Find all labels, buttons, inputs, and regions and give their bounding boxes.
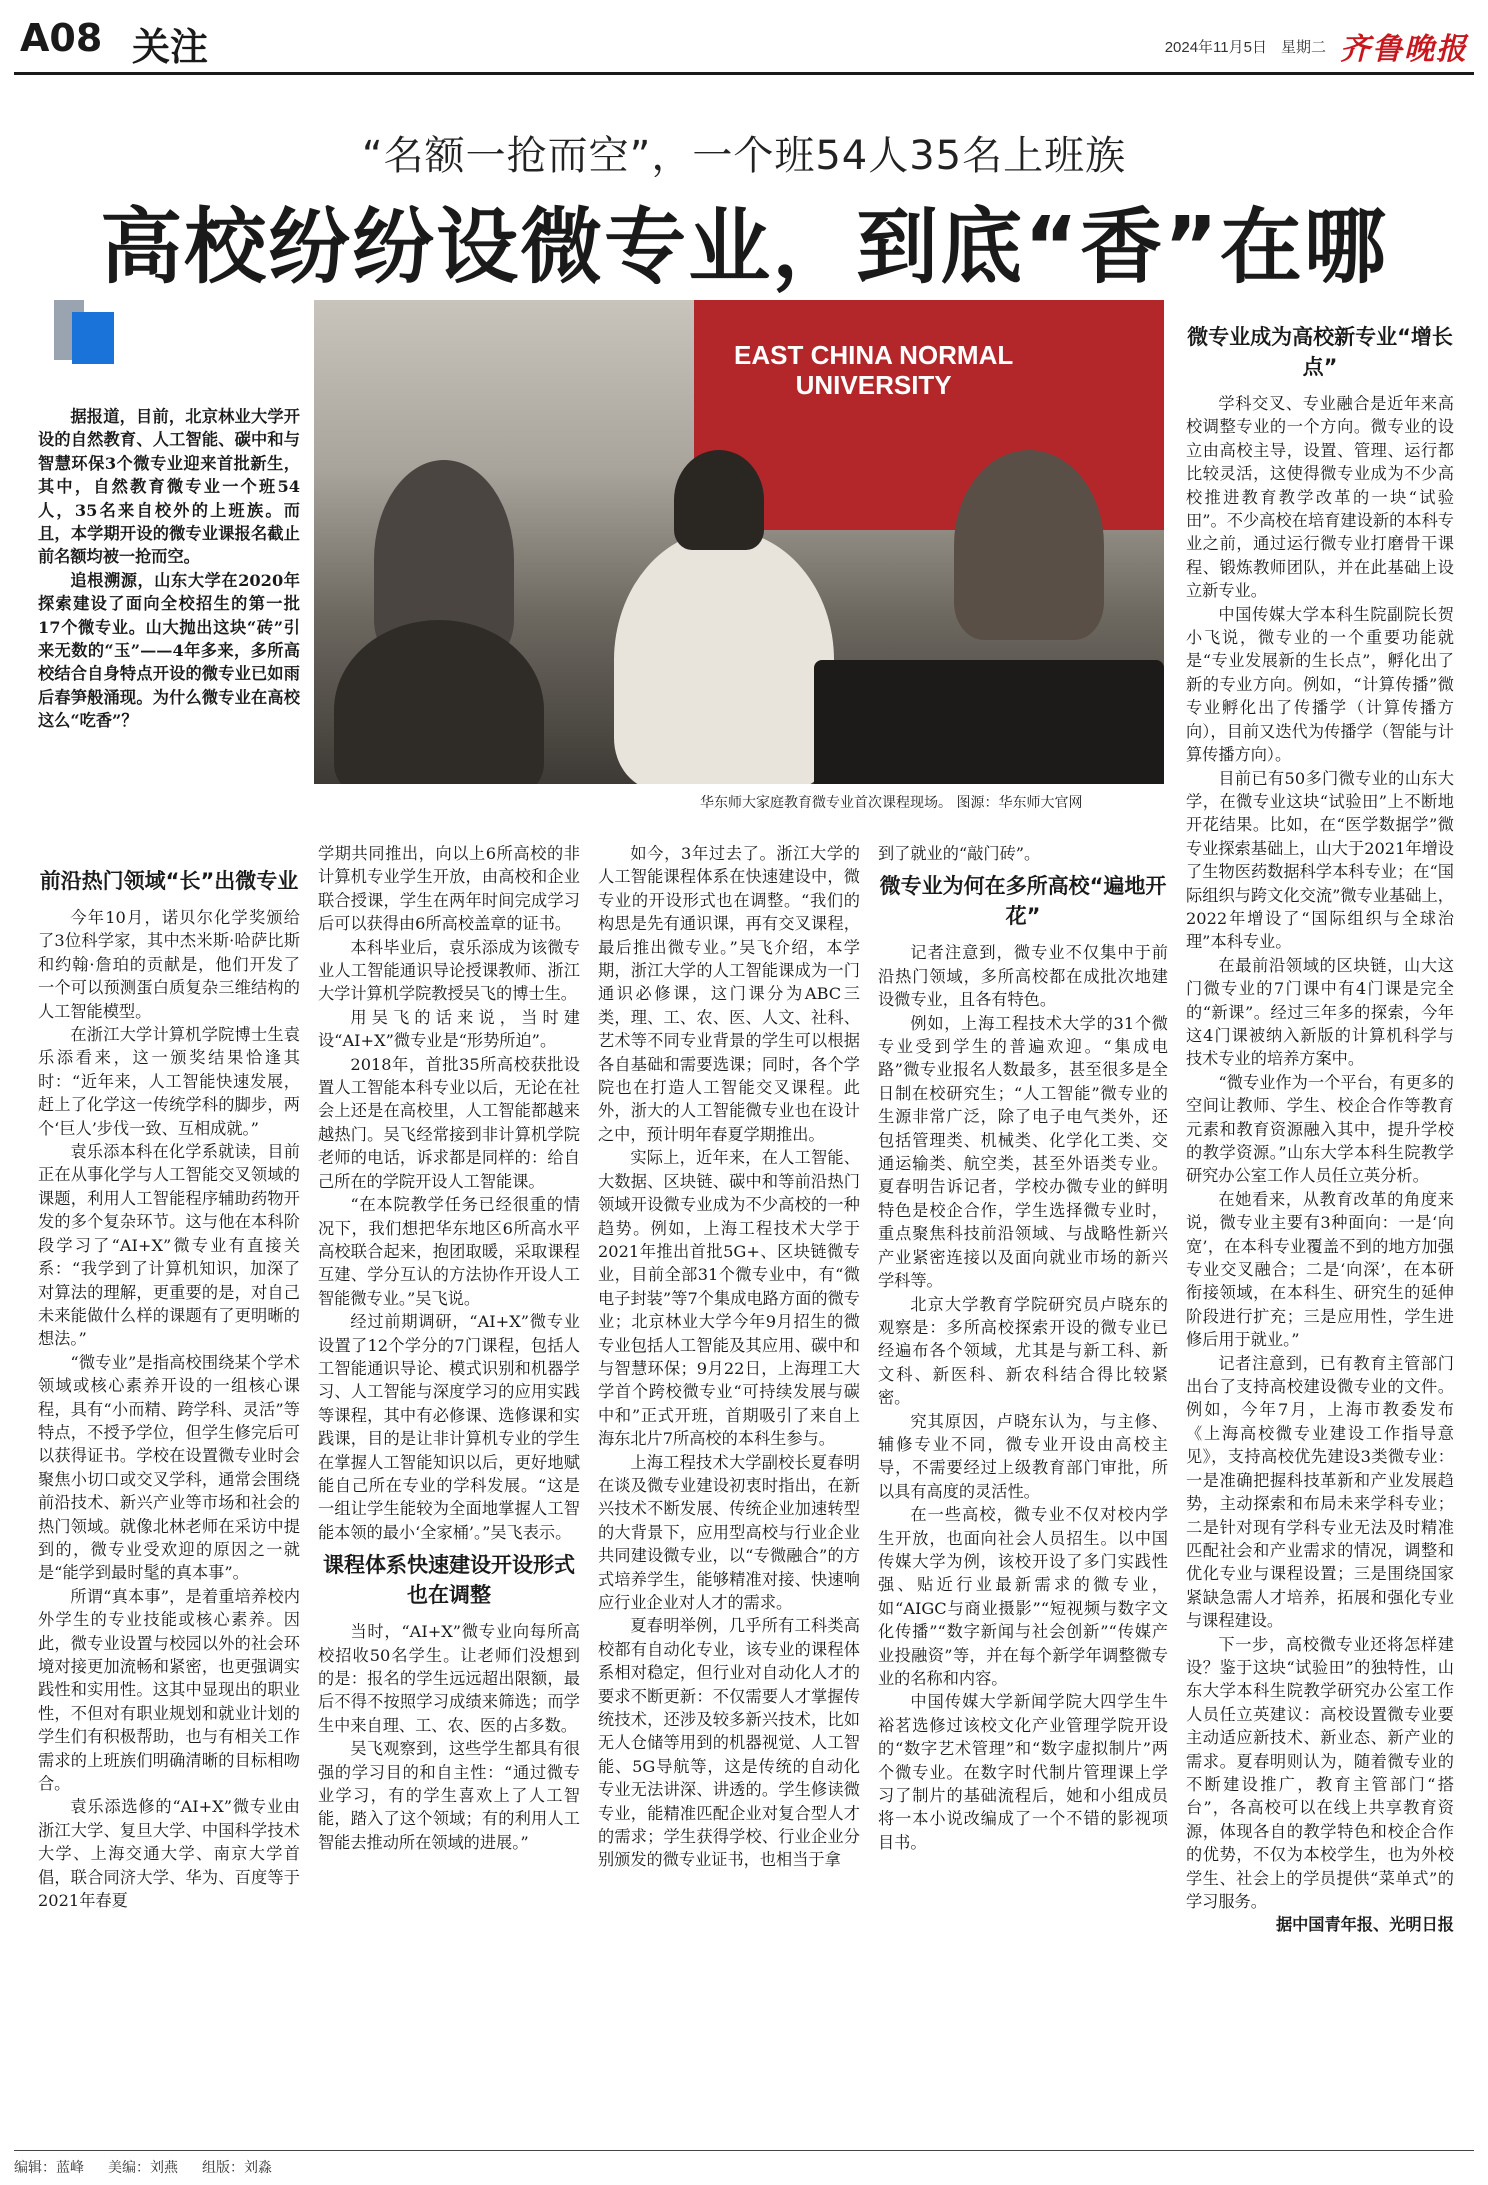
document-deco-icon xyxy=(52,298,122,368)
photo-person xyxy=(954,450,1104,640)
paragraph: 用吴飞的话来说，当时建设“AI+X”微专业是“形势所迫”。 xyxy=(318,1007,580,1051)
subheading: 微专业为何在多所高校“遍地开花” xyxy=(879,874,1167,929)
paragraph: 本科毕业后，袁乐添成为该微专业人工智能通识导论授课教师、浙江大学计算机学院教授吴飞的博士生。 xyxy=(318,937,580,1004)
photo-person xyxy=(674,450,764,550)
paragraph: 2018年，首批35所高校获批设置人工智能本科专业以后，无论在社会上还是在高校里，人工智能都越来越热门。吴飞经常接到非计算机学院老师的电话，诉求都是同样的：给自己所在的学院开设人工智能课。 xyxy=(318,1054,580,1191)
article-column-4 xyxy=(878,842,1168,2140)
photo-desk xyxy=(814,660,1164,784)
paragraph: 中国传媒大学本科生院副院长贺小飞说，微专业的一个重要功能就是“专业发展新的生长点”，孵化出了新的专业方向。例如，“计算传播”微专业孵化出了传播学（计算传播方向），目前又迭代为传播学（智能与计算传播方向）。 xyxy=(1186,604,1454,765)
article-column-2 xyxy=(318,842,580,2140)
paragraph: 在浙江大学计算机学院博士生袁乐添看来，这一颁奖结果恰逢其时：“近年来，人工智能快速发展，赶上了化学这一传统学科的脚步，两个‘巨人’步伐一致、互相成就。” xyxy=(38,1025,300,1138)
paragraph: 在最前沿领域的区块链，山大这门微专业的7门课中有4门课是完全的“新课”。经过三年多的探索，今年这4门课被纳入新版的计算机科学与技术专业的培养方案中。 xyxy=(1186,955,1454,1069)
paragraph: 例如，上海工程技术大学的31个微专业受到学生的普遍欢迎。“集成电路”微专业报名人数最多，甚至很多是全日制在校研究生；“人工智能”微专业的生源非常广泛，除了电子电气类外，还包括管理类、机械类、化学化工类、交通运输类、航空类，甚至外语类专业。夏春明告诉记者，学校办微专业的鲜明特色是校企合作，学生选择微专业时，重点聚焦科技前沿领域、与战略性新兴产业紧密连接以及面向就业市场的新兴学科等。 xyxy=(878,1013,1168,1291)
subheading: 前沿热门领域“长”出微专业 xyxy=(39,869,299,893)
paragraph: 在一些高校，微专业不仅对校内学生开放，也面向社会人员招生。以中国传媒大学为例，该校开设了多门实践性强、贴近行业最新需求的微专业，如“AIGC与商业摄影”“短视频与数字文化传播”“数字新闻与社会创新”“传媒产业投融资”等，并在每个新学年调整微专业的名称和内容。 xyxy=(878,1505,1168,1688)
paragraph: 记者注意到，微专业不仅集中于前沿热门领域，多所高校都在成批次地建设微专业，且各有特色。 xyxy=(878,943,1168,1010)
paragraph: 学期共同推出，向以上6所高校的非计算机专业学生开放，由高校和企业联合授课，学生在两年时间完成学习后可以获得由6所高校盖章的证书。 xyxy=(318,844,580,934)
paragraph: 所谓“真本事”，是着重培养校内外学生的专业技能或核心素养。因此，微专业设置与校园以外的社会环境对接更加流畅和紧密，也更强调实践性和实用性。这其中显现出的职业性，不但对有职业规划和就业计划的学生们有积极帮助，也与有相关工作需求的上班族们明确清晰的目标相吻合。 xyxy=(38,1586,300,1794)
paragraph: 袁乐添选修的“AI+X”微专业由浙江大学、复旦大学、中国科学技术大学、上海交通大学、南京大学首倡，联合同济大学、华为、百度等于2021年春夏 xyxy=(38,1797,300,1911)
paragraph: “微专业作为一个平台，有更多的空间让教师、学生、校企合作等教育元素和教育资源融入其中，提升学校的教学资源。”山东大学本科生院教学研究办公室工作人员任立英分析。 xyxy=(1186,1072,1454,1186)
paragraph: 学科交叉、专业融合是近年来高校调整专业的一个方向。微专业的设立由高校主导，设置、管理、运行都比较灵活，这使得微专业成为不少高校推进教育教学改革的一块“试验田”。不少高校在培育建设新的本科专业之前，通过运行微专业打磨骨干课程、锻炼教师团队，并在此基础上设立新专业。 xyxy=(1186,394,1454,601)
paragraph: 北京大学教育学院研究员卢晓东的观察是：多所高校探索开设的微专业已经遍布各个领域，尤其是与新工科、新文科、新医科、新农科结合得比较紧密。 xyxy=(878,1294,1168,1408)
lead-paragraph: 据报道，目前，北京林业大学开设的自然教育、人工智能、碳中和与智慧环保3个微专业迎来首批新生，其中，自然教育微专业一个班54人，35名来自校外的上班族。而且，本学期开设的微专业课报名截止前名额均被一抢而空。 xyxy=(38,407,300,567)
designer-credit: 美编：刘燕 xyxy=(108,2159,178,2175)
paragraph: 经过前期调研，“AI+X”微专业设置了12个学分的7门课程，包括人工智能通识导论、模式识别和机器学习、人工智能与深度学习的应用实践等课程，其中有必修课、选修课和实践课，目的是让非计算机专业的学生在掌握人工智能知识以后，更好地赋能自己所在专业的学科发展。“这是一组让学生能较为全面地掌握人工智能本领的最小‘全家桶’。”吴飞表示。 xyxy=(318,1312,580,1542)
layout-credit: 组版：刘淼 xyxy=(202,2159,272,2175)
subheading: 课程体系快速建设开设形式也在调整 xyxy=(323,1553,575,1608)
page-footer xyxy=(14,2150,1474,2177)
paragraph: 当时，“AI+X”微专业向每所高校招收50名学生。让老师们没想到的是：报名的学生远远超出限额，最后不得不按照学习成绩来筛选；而学生中来自理、工、农、医的占多数。 xyxy=(318,1622,580,1735)
page-number: A08 xyxy=(20,16,103,60)
paragraph: “微专业”是指高校围绕某个学术领域或核心素养开设的一组核心课程，具有“小而精、跨学科、灵活”等特点，不授予学位，但学生修完后可以获得证书。学校在设置微专业时会聚焦小切口或交叉学科，通常会围绕前沿技术、新兴产业等市场和社会的热门领域。就像北林老师在采访中提到的，微专业受欢迎的原因之一就是“能学到最时髦的真本事”。 xyxy=(38,1352,300,1583)
weekday: 星期二 xyxy=(1280,38,1326,56)
date: 2024年11月5日 xyxy=(1164,38,1267,56)
paragraph: 今年10月，诺贝尔化学奖颁给了3位科学家，其中杰米斯·哈萨比斯和约翰·詹珀的贡献是，他们开发了一个可以预测蛋白质复杂三维结构的人工智能模型。 xyxy=(38,908,300,1021)
source-credit: 据中国青年报、光明日报 xyxy=(1275,1915,1454,1935)
kicker-title: “名额一抢而空”，一个班54人35名上班族 xyxy=(361,133,1127,179)
photo-caption: 华东师大家庭教育微专业首次课程现场。 图源：华东师大官网 xyxy=(700,795,1083,811)
paragraph: 在她看来，从教育改革的角度来说，微专业主要有3种面向：一是‘向宽’，在本科专业覆盖不到的地方加强专业交叉融合；二是‘向深’，在本研衔接领域，在本科生、研究生的延伸阶段进行扩充；三是应用性，学生进修后用于就业。” xyxy=(1186,1189,1454,1350)
lead-paragraph: 追根溯源，山东大学在2020年探索建设了面向全校招生的第一批17个微专业。山大抛出这块“砖”引来无数的“玉”——4年多来，多所高校结合自身特点开设的微专业已如雨后春笋般涌现。为什么微专业在高校这么“吃香”？ xyxy=(38,570,300,731)
paragraph: 夏春明举例，几乎所有工科类高校都有自动化专业，该专业的课程体系相对稳定，但行业对自动化人才的要求不断更新：不仅需要人才掌握传统技术，还涉及较多新兴技术，比如无人仓储等用到的机器视觉、人工智能、5G导航等，这是传统的自动化专业无法讲深、讲透的。学生修读微专业，能精准匹配企业对复合型人才的需求；学生获得学校、行业企业分别颁发的微专业证书，也相当于拿 xyxy=(598,1616,860,1870)
page-header xyxy=(14,10,1474,75)
header-meta xyxy=(1165,24,1468,68)
editor-credit: 编辑：蓝峰 xyxy=(14,2159,84,2175)
photo-person xyxy=(614,530,834,784)
paragraph: 下一步，高校微专业还将怎样建设？鉴于这块“试验田”的独特性，山东大学本科生院教学研究办公室工作人员任立英建议：高校设置微专业要主动适应新技术、新业态、新产业的需求。夏春明则认为，随着微专业的不断建设推广，教育主管部门“搭台”，各高校可以在线上共享教育资源，体现各自的教学特色和校企合作的优势，不仅为本校学生，也为外校学生、社会上的学员提供“菜单式”的学习服务。 xyxy=(1186,1634,1454,1911)
paragraph: 究其原因，卢晓东认为，与主修、辅修专业不同，微专业开设由高校主导，不需要经过上级教育部门审批，所以具有高度的灵活性。 xyxy=(878,1411,1168,1501)
article-column-1 xyxy=(38,860,300,2140)
lead-summary xyxy=(38,405,300,733)
subheading: 微专业成为高校新专业“增长点” xyxy=(1187,325,1453,379)
photo-person xyxy=(334,620,544,784)
paragraph: 到了就业的“敲门砖”。 xyxy=(878,844,1041,863)
paragraph: 上海工程技术大学副校长夏春明在谈及微专业建设初衷时指出，在新兴技术不断发展、传统企业加速转型的大背景下，应用型高校与行业企业共同建设微专业，以“专微融合”的方式培养学生，能够精准对接、快速响应行业企业对人才的需求。 xyxy=(598,1452,860,1612)
photo-banner xyxy=(694,300,1164,530)
paragraph: 中国传媒大学新闻学院大四学生牛裕茗选修过该校文化产业管理学院开设的“数字艺术管理”和“数字虚拟制片”两个微专业。在数字时代制片管理课上学习了制片的基础流程后，她和小组成员将一本小说改编成了一个不错的影视项目书。 xyxy=(878,1692,1168,1852)
news-photo xyxy=(314,300,1164,784)
paragraph: 袁乐添本科在化学系就读，目前正在从事化学与人工智能交叉领域的课题，利用人工智能程序辅助药物开发的多个复杂环节。这与他在本科阶段学习了“AI+X”微专业有直接关系：“我学到了计算机知识，加深了对算法的理解，更重要的是，对自己未来能做什么样的课题有了更明晰的想法。” xyxy=(38,1142,300,1349)
paragraph: 实际上，近年来，在人工智能、大数据、区块链、碳中和等前沿热门领域开设微专业成为不少高校的一种趋势。例如，上海工程技术大学于2021年推出首批5G+、区块链微专业，目前全部31个微专业中，有“微电子封装”等7个集成电路方面的微专业；北京林业大学今年9月招生的微专业包括人工智能及其应用、碳中和与智慧环保；9月22日，上海理工大学首个跨校微专业“可持续发展与碳中和”正式开班，首期吸引了来自上海东北片7所高校的本科生参与。 xyxy=(598,1148,860,1449)
headline: 高校纷纷设微专业，到底“香”在哪 xyxy=(100,200,1388,295)
paragraph: 如今，3年过去了。浙江大学的人工智能课程体系在快速建设中，微专业的开设形式也在调整。“我们的构思是先有通识课，再有交叉课程，最后推出微专业。”吴飞介绍，本学期，浙江大学的人工智能课成为一门通识必修课，这门课分为ABC三类，理、工、农、医、人文、社科、艺术等不同专业背景的学生可以根据各自基础和需要选课；同时，各个学院也在打造人工智能交叉课程。此外，浙大的人工智能微专业也在设计之中，预计明年春夏学期推出。 xyxy=(598,844,860,1144)
newspaper-logo: 齐鲁晚报 xyxy=(1340,32,1468,67)
section-name: 关注 xyxy=(132,24,209,69)
paragraph: 吴飞观察到，这些学生都具有很强的学习目的和自主性：“通过微专业学习，有的学生喜欢上了人工智能，踏入了这个领域；有的利用人工智能去推动所在领域的进展。” xyxy=(318,1739,580,1852)
photo-banner-text: EAST CHINA NORMAL UNIVERSITY xyxy=(734,340,1014,400)
article-column-3 xyxy=(598,842,860,2140)
paragraph: 记者注意到，已有教育主管部门出台了支持高校建设微专业的文件。例如，今年7月，上海市教委发布《上海高校微专业建设工作指导意见》，支持高校优先建设3类微专业：一是准确把握科技革新和产业发展趋势，主动探索和布局未来学科专业；二是针对现有学科专业无法及时精准匹配社会和产业需求的情况，调整和优化专业与课程设置；三是围绕国家紧缺急需人才培养，拓展和强化专业与课程建设。 xyxy=(1186,1353,1454,1631)
paragraph: 目前已有50多门微专业的山东大学，在微专业这块“试验田”上不断地开花结果。比如，在“医学数据学”微专业探索基础上，山大于2021年增设了生物医药数据科学本科专业；在“国际组织与跨文化交流”微专业基础上，2022年增设了“国际组织与全球治理”本科专业。 xyxy=(1186,768,1454,952)
paragraph: “在本院教学任务已经很重的情况下，我们想把华东地区6所高水平高校联合起来，抱团取暖，采取课程互建、学分互认的方法协作开设人工智能微专业。”吴飞说。 xyxy=(318,1195,580,1308)
article-column-right xyxy=(1186,316,1454,2126)
